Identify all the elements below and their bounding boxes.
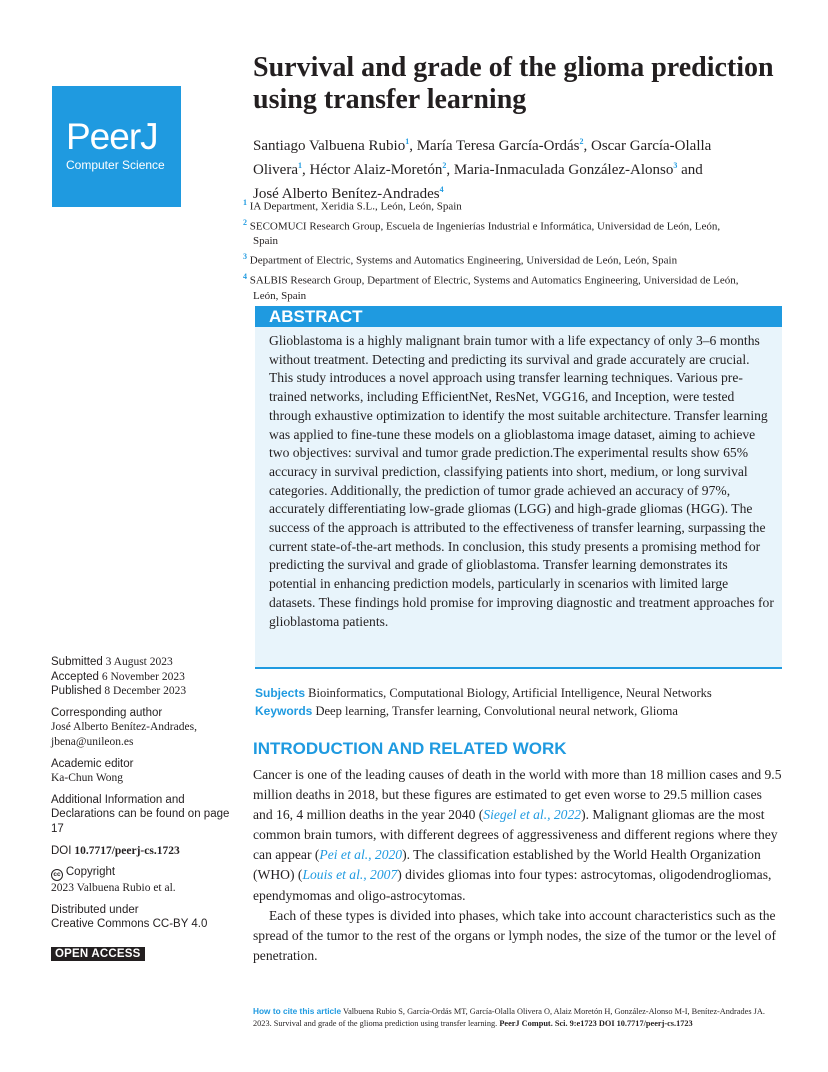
author-affiliation-mark: 3 [673,161,678,170]
author-name: Oscar García-Olalla Olivera [253,138,712,178]
author-affiliation-mark: 1 [405,137,410,146]
published-value: 8 December 2023 [104,685,187,698]
citation-link[interactable]: Pei et al., 2020 [319,847,403,863]
intro-paragraph: Each of these types is divided into phases, which take into account characteristics such as the spread of the tumor to the rest of the organs or lymph nodes, the size of the tumor or the level of penetration. [253,907,776,963]
editor-block [51,757,241,786]
how-to-cite-label: How to cite this article [253,1006,342,1016]
corresponding-label: Corresponding author [51,706,163,719]
affiliation-item [243,195,743,215]
citation-volume: 9:e1723 [569,1019,597,1028]
author-affiliation-mark: 1 [297,161,302,170]
dates-block [51,655,241,699]
intro-text-run: ). The classification established by the World Health Organization (WHO) ( [253,847,761,883]
submitted-value: 3 August 2023 [105,656,173,668]
submitted-label: Submitted [51,656,103,668]
abstract-text: Glioblastoma is a highly malignant brain tumor with a life expectancy of only 3–6 months without treatment. Detecting and predicting its survival and grade accurately are crucial. This study introduces a novel approach using transfer learning techniques. Various pre-trained networks, including EfficientNet, ResNet, VGG16, and Inception, were tested through exhaustive optimization to identify the most suitable architecture. Transfer learning was applied to fine-tune these models on a glioblastoma image dataset, aiming to achieve two objectives: survival and tumor grade prediction.The experimental results show 65% accuracy in survival prediction, classifying patients into short, medium, or long survival categories. Additionally, the prediction of tumor grade achieved an accuracy of 97%, accurately differentiating low-grade gliomas (LGG) and high-grade gliomas (HGG). The success of the approach is attributed to the effectiveness of transfer learning, surpassing the current state-of-the-art methods. In conclusion, this study presents a promising method for predicting the survival and grade of glioblastoma. Transfer learning demonstrates its potential in enhancing prediction models, particularly in scenarios with limited large datasets. These findings hold promise for improving diagnostic and treatment approaches for glioblastoma patients. [269,333,774,629]
affiliation-number: 4 [243,271,247,281]
keywords-text: Deep learning, Transfer learning, Convolutional neural network, Glioma [315,704,678,718]
author-list [253,132,728,204]
author-name: Santiago Valbuena Rubio [253,138,406,154]
doi-link[interactable]: 10.7717/peerj-cs.1723 [74,844,180,857]
affiliation-text: Department of Electric, Systems and Automatics Engineering, Universidad de León, León, Spain [249,254,678,267]
section-heading-introduction: INTRODUCTION AND RELATED WORK [253,739,567,758]
author-name: José Alberto Benítez-Andrades [253,186,440,202]
author-affiliation-mark: 2 [442,161,447,170]
accepted-label: Accepted [51,670,99,683]
affiliation-item [243,249,743,269]
license-link[interactable]: Creative Commons CC-BY 4.0 [51,918,208,931]
citation-journal: PeerJ Comput. Sci. [499,1019,568,1028]
doi-label: DOI [51,844,72,857]
corresponding-author-block [51,706,241,750]
author-separator: , [409,138,417,154]
submitted-date [51,655,241,670]
intro-text-run: Cancer is one of the leading causes of death in the world with more than 18 million cases and 9.5 million deaths in 2018, but these figures are estimated to get even worse to 29.5 million cases and 16, 4 million deaths in the year 2040 ( [253,767,782,823]
abstract-heading: ABSTRACT [269,307,363,326]
affiliation-number: 2 [243,217,247,227]
author-name: María Teresa García-Ordás [416,138,580,154]
open-access-badge: OPEN ACCESS [51,947,145,961]
peerj-logo [52,86,181,207]
accepted-date [51,670,241,685]
corresponding-name: José Alberto Benítez-Andrades, [51,721,197,734]
logo-wordmark: PeerJ [66,116,158,157]
author-name: Maria-Inmaculada González-Alonso [453,162,674,178]
author-separator: and [677,162,703,178]
subjects-keywords [255,684,795,720]
author-name: Héctor Alaiz-Moretón [309,162,443,178]
citation-link[interactable]: Louis et al., 2007 [302,867,398,883]
abstract-panel [255,327,782,669]
intro-paragraph [253,765,783,906]
author-separator: , [301,162,310,178]
intro-text-run: ). Malignant gliomas are the most common brain tumors, with different degrees of aggressiveness and different regions where they can appear ( [253,807,778,863]
citation-doi: DOI 10.7717/peerj-cs.1723 [598,1019,693,1028]
author-separator: , [446,162,454,178]
creative-commons-icon: cc [51,869,63,881]
affiliation-number: 3 [243,252,247,262]
how-to-cite [253,1005,785,1030]
copyright-line [51,865,241,881]
doi-line [51,844,241,859]
keywords-label: Keywords [255,704,313,718]
subjects-text: Bioinformatics, Computational Biology, Artificial Intelligence, Neural Networks [308,686,712,700]
copyright-holder: 2023 Valbuena Rubio et al. [51,882,176,895]
affiliation-number: 1 [243,198,247,207]
additional-info-note: Additional Information and Declarations can be found on page 17 [51,793,230,835]
intro-text-run: ) divides gliomas into four types: astrocytomas, oligodendrogliomas, ependymomas and oligo-astrocytomas. [253,867,772,903]
corresponding-email-link[interactable]: jbena@unileon.es [51,735,134,748]
author-separator: , [583,138,591,154]
abstract-header-bar [255,306,782,327]
subjects-line [255,684,795,702]
published-date [51,684,241,699]
affiliation-item [243,269,743,304]
copyright-label: Copyright [65,866,116,879]
article-metadata-sidebar [51,655,241,939]
introduction-body [253,765,783,966]
citation-text: Valbuena Rubio S, García-Ordás MT, García-Olalla Olivera O, Alaiz Moretón H, González-Alonso M-I, Benítez-Andrades JA. 2023. Survival and grade of the glioma prediction using transfer learning. [253,1007,765,1028]
license-block [51,903,241,932]
editor-name: Ka-Chun Wong [51,772,124,785]
citation-link[interactable]: Siegel et al., 2022 [483,807,582,823]
affiliation-text: SECOMUCI Research Group, Escuela de Ingenierías Industrial e Informática, Universidad de León, León, Spain [249,220,721,248]
author-affiliation-mark: 2 [579,137,584,146]
editor-label: Academic editor [51,757,134,770]
author-affiliation-mark: 4 [439,185,444,194]
copyright-block [51,865,241,896]
license-label: Distributed under [51,903,139,916]
accepted-value: 6 November 2023 [101,670,185,683]
published-label: Published [51,685,102,698]
affiliation-text: SALBIS Research Group, Department of Electric, Systems and Automatics Engineering, Universidad de León, León, Spain [249,274,739,302]
keywords-line [255,702,795,720]
article-title: Survival and grade of the glioma prediction using transfer learning [253,52,774,115]
affiliation-text: IA Department, Xeridia S.L., León, León, Spain [249,200,462,213]
affiliation-item [243,215,743,250]
logo-subtitle: Computer Science [66,158,165,172]
subjects-label: Subjects [255,686,306,700]
affiliation-list [243,195,743,304]
